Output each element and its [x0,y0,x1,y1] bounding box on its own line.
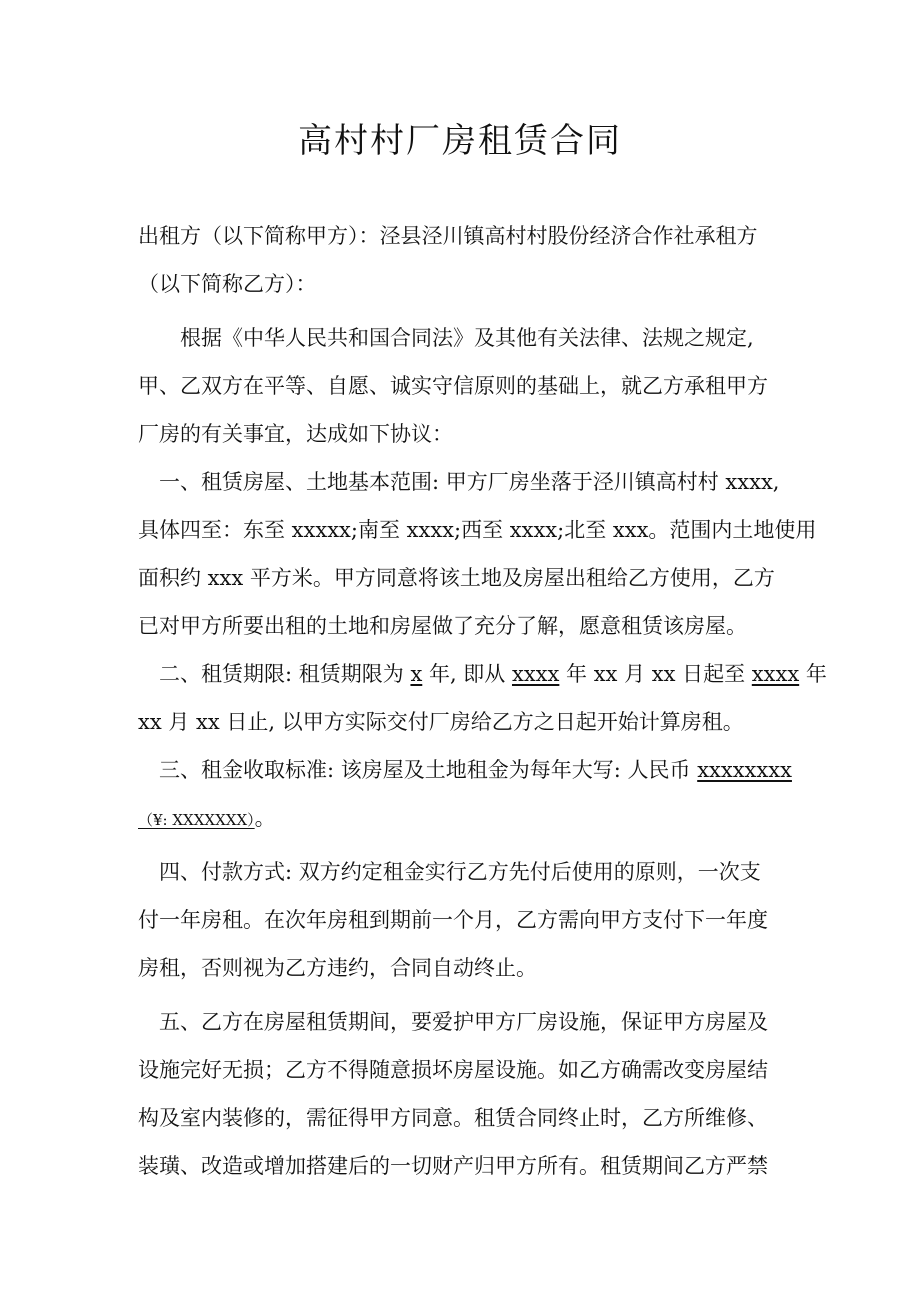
paragraph-line: 出租方（以下简称甲方）：泾县泾川镇高村村股份经济合作社承租方 [138,224,758,248]
paragraph-line: 面积约 xxx 平方米。甲方同意将该土地及房屋出租给乙方使用，乙方 [138,566,775,590]
contract-title: 高村村厂房租赁合同 [298,121,622,161]
paragraph-line: 厂房的有关事宜，达成如下协议： [138,422,453,446]
paragraph-line: 具体四至：东至 xxxxx;南至 xxxx;西至 xxxx;北至 xxx。范围内土地使用 [138,518,817,542]
paragraph-line: 甲、乙双方在平等、自愿、诚实守信原则的基础上，就乙方承租甲方 [138,374,768,398]
term-mid2: 年 xx 月 xx 日起至 [559,662,752,686]
term-prefix: 二、租赁期限: 租赁期限为 [159,662,411,686]
rent-amount-line [138,794,788,842]
paragraph-line: 装璜、改造或增加搭建后的一切财产归甲方所有。租赁期间乙方严禁 [138,1154,768,1178]
paragraph-line: 房租，否则视为乙方违约，合同自动终止。 [138,956,537,980]
paragraph-line: xx 月 xx 日止, 以甲方实际交付厂房给乙方之日起开始计算房租。 [138,710,744,734]
rent-suffix: 。 [254,806,276,830]
rent-line [138,746,792,794]
paragraph-line: 一、租赁房屋、土地基本范围: 甲方厂房坐落于泾川镇高村村 xxxx, [159,470,780,494]
paragraph-line: 四、付款方式: 双方约定租金实行乙方先付后使用的原则，一次支 [159,860,761,884]
contract-body [138,212,827,1190]
term-mid1: 年, 即从 [422,662,512,686]
paragraph-line: 设施完好无损；乙方不得随意损坏房屋设施。如乙方确需改变房屋结 [138,1058,768,1082]
paragraph-line: （以下简称乙方）： [138,272,317,296]
term-mid3: 年 [799,662,827,686]
paragraph-line: 构及室内装修的，需征得甲方同意。租赁合同终止时，乙方所维修、 [138,1106,768,1130]
term-end-year: xxxx [751,662,800,686]
rent-amount-upper: xxxxxxxx [697,758,792,782]
rent-amount-number: （¥: XXXXXXX） [138,811,255,829]
paragraph-line: 根据《中华人民共和国合同法》及其他有关法律、法规之规定, [180,326,754,350]
paragraph-line: 付一年房租。在次年房租到期前一个月，乙方需向甲方支付下一年度 [138,908,768,932]
paragraph-line: 已对甲方所要出租的土地和房屋做了充分了解，愿意租赁该房屋。 [138,614,747,638]
rent-prefix: 三、租金收取标准: 该房屋及土地租金为每年大写: 人民币 [159,758,698,782]
term-years: x [410,662,423,686]
lease-term-line [138,650,827,698]
term-start-year: xxxx [511,662,560,686]
paragraph-line: 五、乙方在房屋租赁期间，要爱护甲方厂房设施，保证甲方房屋及 [159,1010,768,1034]
